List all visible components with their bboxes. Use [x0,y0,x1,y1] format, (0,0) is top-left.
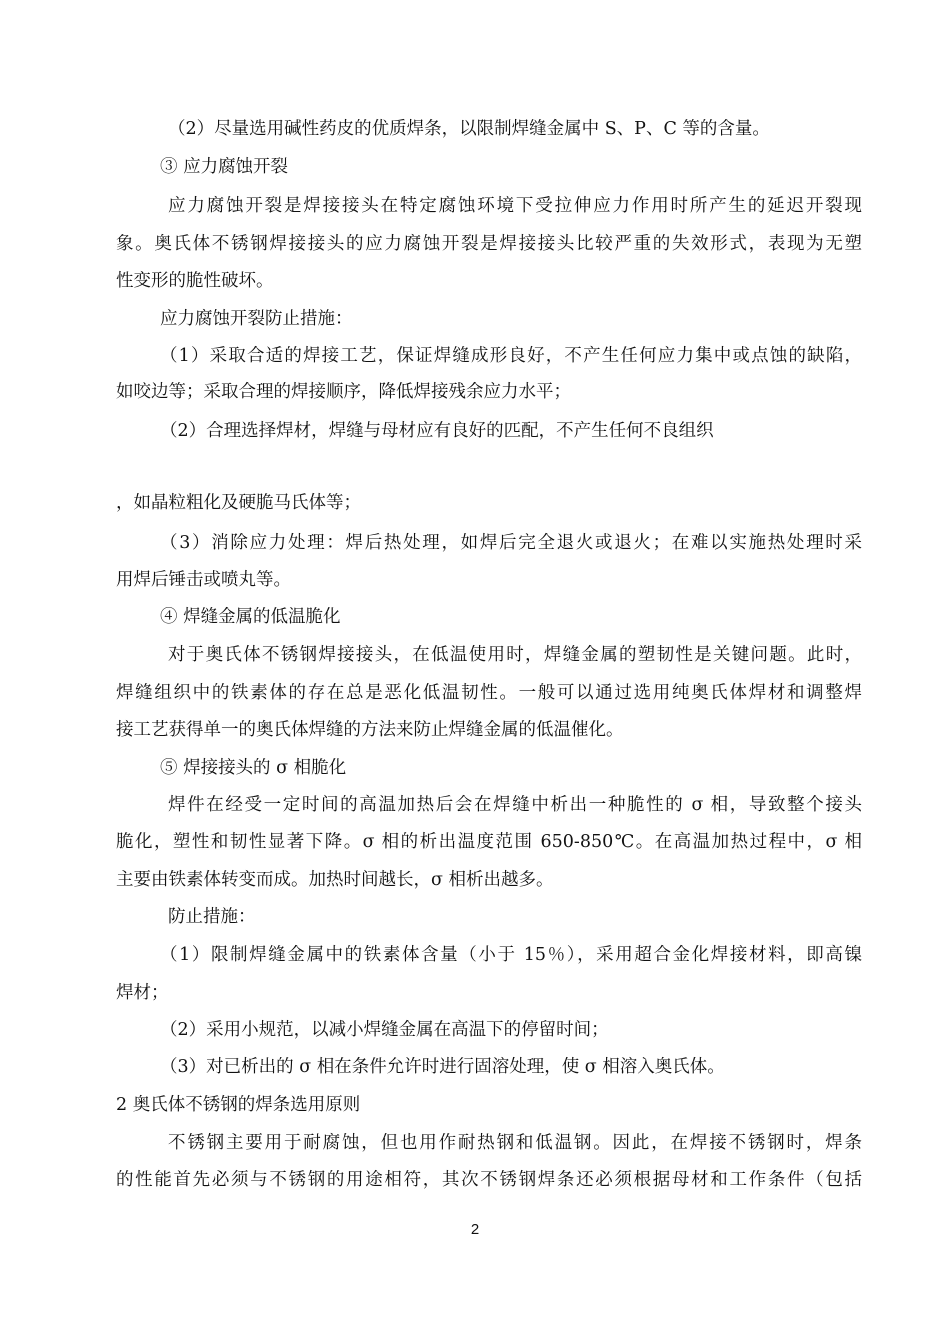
text-line: 应力腐蚀开裂防止措施： [160,309,353,329]
text-line: （1）采取合适的焊接工艺，保证焊缝成形良好，不产生任何应力集中或点蚀的缺陷， [160,346,862,366]
text-line: 脆化，塑性和韧性显著下降。σ 相的析出温度范围 650-850℃。在高温加热过程中，σ 相 [116,832,862,852]
text-line: （2）合理选择焊材，焊缝与母材应有良好的匹配，不产生任何不良组织 [160,421,714,441]
section-heading: ⑤ 焊接接头的 σ 相脆化 [160,758,347,778]
text-line: 性变形的脆性破坏。 [116,271,274,291]
section-heading: ③ 应力腐蚀开裂 [160,157,289,177]
text-line: 如咬边等；采取合理的焊接顺序，降低焊接残余应力水平； [116,382,571,402]
text-line: 对于奥氏体不锈钢焊接接头，在低温使用时，焊缝金属的塑韧性是关键问题。此时， [168,645,862,665]
text-line: 接工艺获得单一的奥氏体焊缝的方法来防止焊缝金属的低温催化。 [116,720,624,740]
text-line: 焊件在经受一定时间的高温加热后会在焊缝中析出一种脆性的 σ 相，导致整个接头 [168,795,862,815]
text-line: ，如晶粒粗化及硬脆马氏体等； [116,493,361,513]
text-line: 用焊后锤击或喷丸等。 [116,570,291,590]
text-line: 焊材； [116,983,169,1003]
text-line: 主要由铁素体转变而成。加热时间越长，σ 相析出越多。 [116,870,554,890]
text-line: （2）尽量选用碱性药皮的优质焊条，以限制焊缝金属中 S、P、C 等的含量。 [168,119,770,139]
text-line: 的性能首先必须与不锈钢的用途相符，其次不锈钢焊条还必须根据母材和工作条件（包括 [116,1170,862,1190]
text-line: 不锈钢主要用于耐腐蚀，但也用作耐热钢和低温钢。因此，在焊接不锈钢时，焊条 [168,1133,862,1153]
text-line: 防止措施： [168,907,256,927]
section-heading: 2 奥氏体不锈钢的焊条选用原则 [116,1095,361,1115]
text-line: （2）采用小规范，以减小焊缝金属在高温下的停留时间； [160,1020,609,1040]
text-line: 象。奥氏体不锈钢焊接接头的应力腐蚀开裂是焊接接头比较严重的失效形式，表现为无塑 [116,234,862,254]
section-heading: ④ 焊缝金属的低温脆化 [160,607,341,627]
text-line: 应力腐蚀开裂是焊接接头在特定腐蚀环境下受拉伸应力作用时所产生的延迟开裂现 [168,196,862,216]
text-line: （3）消除应力处理：焊后热处理，如焊后完全退火或退火；在难以实施热处理时采 [160,533,862,553]
text-line: 焊缝组织中的铁素体的存在总是恶化低温韧性。一般可以通过选用纯奥氏体焊材和调整焊 [116,683,862,703]
text-line: （1）限制焊缝金属中的铁素体含量（小于 15％），采用超合金化焊接材料，即高镍 [160,945,862,965]
text-line: （3）对已析出的 σ 相在条件允许时进行固溶处理，使 σ 相溶入奥氏体。 [160,1057,725,1077]
page-number: 2 [470,1221,480,1238]
